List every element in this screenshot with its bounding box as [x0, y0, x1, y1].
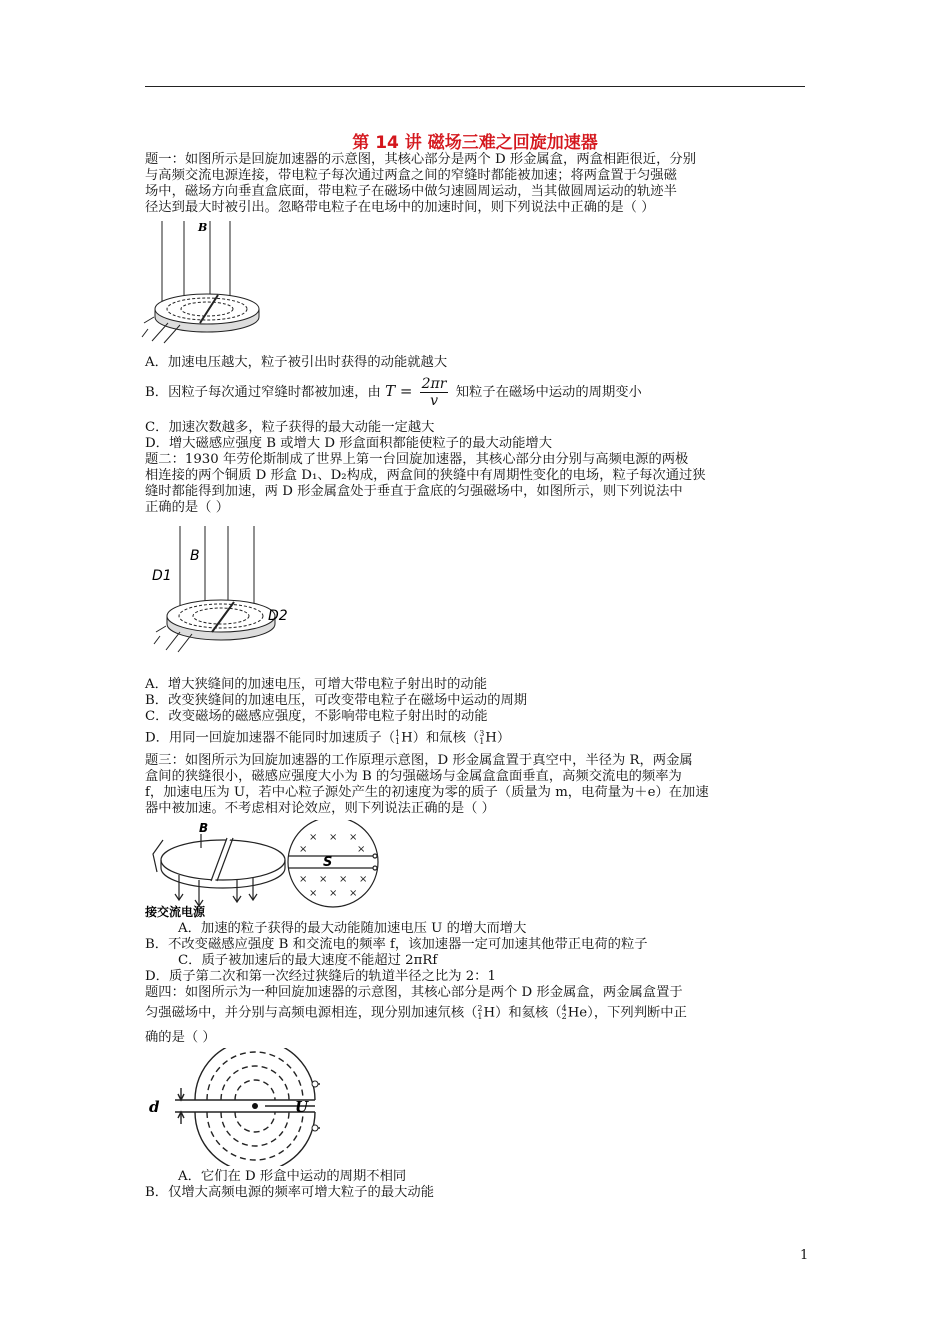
- q1-option-c: C．加速次数越多，粒子获得的最大动能一定越大: [145, 420, 435, 435]
- q4-option-a: A．它们在 D 形盒中运动的周期不相同: [178, 1169, 407, 1184]
- q4-line-2-post: ），下列判断中正: [587, 1005, 687, 1021]
- svg-text:×: ×: [359, 874, 368, 885]
- q2-fig-label-d1: D1: [152, 568, 172, 584]
- header-rule: [145, 86, 805, 87]
- q4-line-2-pre: 匀强磁场中，并分别与高频电源相连，现分别加速氘核（: [145, 1005, 478, 1021]
- q2-line-3: 缝时都能得到加速，两 D 形金属盒处于垂直于盒底的匀强磁场中，如图所示，则下列说法中: [145, 484, 683, 499]
- q3-fig-label-b: B: [199, 821, 209, 835]
- q1-option-b-post: 知粒子在磁场中运动的周期变小: [455, 385, 642, 400]
- q2-option-a: A．增大狭缝间的加速电压，可增大带电粒子射出时的动能: [145, 677, 488, 692]
- q4-iso2-symbol: He: [567, 1005, 588, 1021]
- svg-text:×: ×: [357, 844, 366, 855]
- q3-fig-label-s: S: [323, 855, 333, 870]
- q4-iso2-charge: 2: [561, 1012, 567, 1021]
- q3-line-3: f，加速电压为 U，若中心粒子源处产生的初速度为零的质子（质量为 m，电荷量为＋e）在加速: [145, 785, 709, 800]
- q1-formula-lhs: T =: [385, 382, 413, 400]
- q2-iso1-symbol: H: [401, 730, 413, 746]
- q2-isotope-1: [395, 730, 400, 746]
- q2-isotope-2: [479, 730, 484, 746]
- q2-iso2-mass: 3: [479, 729, 485, 738]
- q2-line-2: 相连接的两个铜质 D 形盒 D₁、D₂构成，两盒间的狭缝中有周期性变化的电场，粒子每次通过狭: [145, 468, 706, 483]
- q2-iso2-symbol: H: [485, 730, 497, 746]
- q4-fig-label-d: d: [149, 1098, 160, 1116]
- svg-text:×: ×: [299, 844, 308, 855]
- q2-option-d-pre: D．用同一回旋加速器不能同时加速质子（: [145, 730, 396, 746]
- q3-option-b: B．不改变磁感应强度 B 和交流电的频率 f，该加速器一定可加速其他带正电荷的粒子: [145, 937, 648, 952]
- q4-line-3: 确的是（ ）: [145, 1030, 216, 1045]
- q1-line-2: 与高频交流电源连接，带电粒子每次通过两盒之间的窄缝时都能被加速；将两盒置于匀强磁: [145, 168, 677, 183]
- q1-option-a: A．加速电压越大，粒子被引出时获得的动能就越大: [145, 355, 448, 370]
- q4-iso1-mass: 2: [477, 1004, 483, 1013]
- q2-option-c: C．改变磁场的磁感应强度，不影响带电粒子射出时的动能: [145, 709, 488, 724]
- q2-iso2-charge: 1: [479, 737, 485, 746]
- q4-cyclotron-figure: [145, 1048, 325, 1166]
- svg-text:×: ×: [309, 832, 318, 843]
- q3-option-c: C．质子被加速后的最大速度不能超过 2πRf: [178, 953, 438, 968]
- page-title: 第 14 讲 磁场三难之回旋加速器: [352, 133, 598, 153]
- q1-option-b: [145, 376, 810, 416]
- q1-option-b-pre: B．因粒子每次通过窄缝时都被加速，由: [145, 385, 381, 400]
- q1-option-d: D．增大磁感应强度 B 或增大 D 形盒面积都能使粒子的最大动能增大: [145, 436, 553, 451]
- q4-line-2-mid: ）和氦核（: [495, 1005, 562, 1021]
- page-number: 1: [800, 1248, 809, 1263]
- q1-formula-denominator: v: [430, 393, 438, 409]
- q1-cyclotron-figure: [140, 217, 275, 345]
- q1-formula-fraction: [420, 376, 449, 409]
- q1-line-3: 场中，磁场方向垂直盒底面，带电粒子在磁场中做匀速圆周运动，当其做圆周运动的轨迹半: [145, 184, 677, 199]
- svg-text:×: ×: [349, 888, 358, 899]
- q3-option-a: A．加速的粒子获得的最大动能随加速电压 U 的增大而增大: [178, 921, 527, 936]
- svg-text:×: ×: [349, 832, 358, 843]
- svg-text:×: ×: [339, 874, 348, 885]
- q2-cyclotron-figure: [150, 522, 300, 664]
- q1-line-4: 径达到最大时被引出。忽略带电粒子在电场中的加速时间，则下列说法中正确的是（ ）: [145, 200, 655, 215]
- q3-line-4: 器中被加速。不考虑相对论效应，则下列说法正确的是（ ）: [145, 801, 495, 816]
- q4-option-b: B．仅增大高频电源的频率可增大粒子的最大动能: [145, 1185, 435, 1200]
- q3-fig-caption: 接交流电源: [145, 905, 206, 919]
- q2-option-d-post: ）: [496, 730, 511, 746]
- q1-fig-label-b: B: [198, 221, 208, 234]
- q2-fig-label-d2: D2: [268, 608, 288, 624]
- svg-text:×: ×: [299, 874, 308, 885]
- q1-formula-numerator: 2πr: [421, 376, 447, 392]
- q4-iso1-symbol: H: [483, 1005, 496, 1021]
- q2-iso1-mass: 1: [395, 729, 401, 738]
- q2-option-b: B．改变狭缝间的加速电压，可改变带电粒子在磁场中运动的周期: [145, 693, 528, 708]
- q4-iso2-mass: 4: [561, 1004, 567, 1013]
- q4-line-2: [145, 1005, 810, 1022]
- q4-fig-label-u: U: [295, 1098, 309, 1116]
- q2-line-1: 题二：1930 年劳伦斯制成了世界上第一台回旋加速器，其核心部分由分别与高频电源的两极: [145, 452, 689, 467]
- q4-line-1: 题四：如图所示为一种回旋加速器的示意图，其核心部分是两个 D 形金属盒，两金属盒置于: [145, 985, 683, 1000]
- q3-cyclotron-figure: [143, 820, 383, 922]
- svg-text:×: ×: [319, 874, 328, 885]
- q4-isotope-2: [562, 1005, 567, 1021]
- svg-text:×: ×: [309, 888, 318, 899]
- q4-iso1-charge: 1: [477, 1012, 483, 1021]
- q4-isotope-1: [477, 1005, 482, 1021]
- q2-fig-label-b: B: [190, 548, 200, 564]
- q3-line-2: 盒间的狭缝很小，磁感应强度大小为 B 的匀强磁场与金属盒盒面垂直，高频交流电的频率为: [145, 769, 682, 784]
- q2-line-4: 正确的是（ ）: [145, 500, 230, 515]
- q1-line-1: 题一：如图所示是回旋加速器的示意图，其核心部分是两个 D 形金属盒，两盒相距很近，分别: [145, 152, 696, 167]
- q2-iso1-charge: 1: [395, 737, 401, 746]
- q2-option-d: [145, 730, 810, 747]
- q3-option-d: D．质子第二次和第一次经过狭缝后的轨道半径之比为 2：1: [145, 969, 496, 984]
- q3-line-1: 题三：如图所示为回旋加速器的工作原理示意图，D 形金属盒置于真空中，半径为 R，两金属: [145, 753, 693, 768]
- svg-text:×: ×: [329, 832, 338, 843]
- q2-option-d-mid: ）和氚核（: [412, 730, 480, 746]
- svg-text:×: ×: [329, 888, 338, 899]
